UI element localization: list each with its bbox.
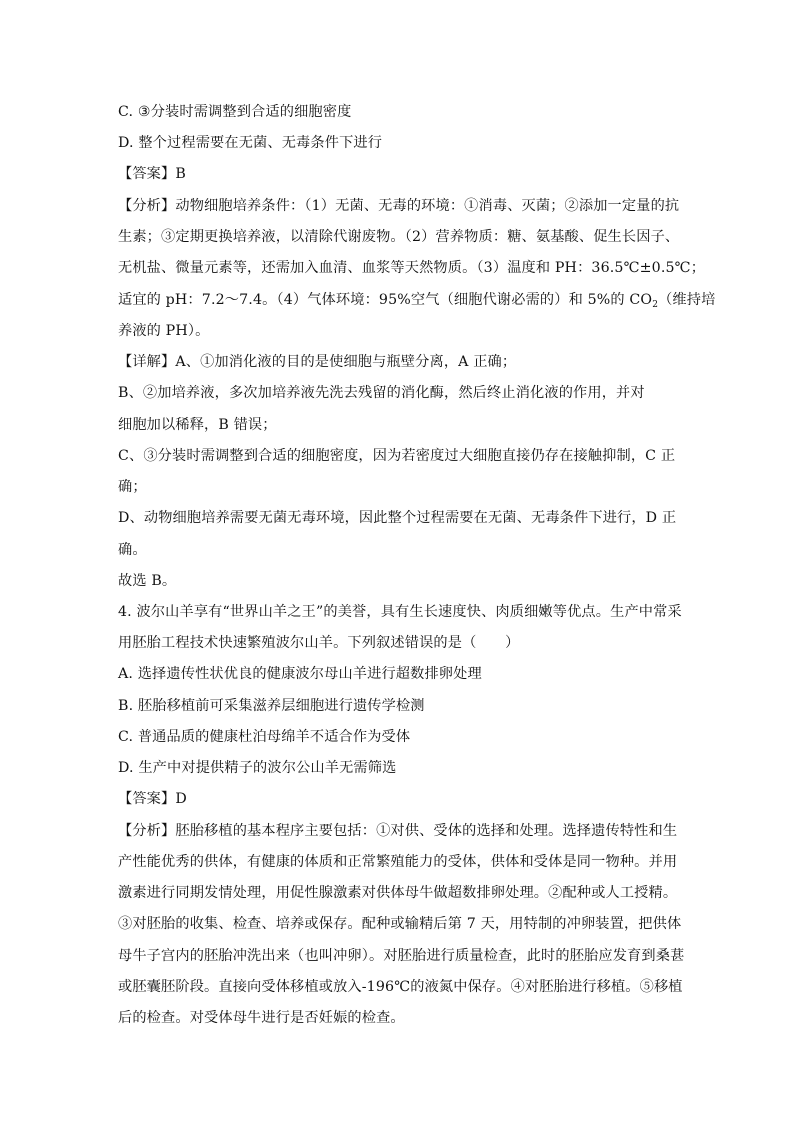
co2-subscript: 2 bbox=[652, 300, 659, 310]
q4-analysis-line: 【分析】胚胎移植的基本程序主要包括：①对供、受体的选择和处理。选择遗传特性和生 bbox=[118, 823, 678, 839]
q4-analysis-line: 产性能优秀的供体，有健康的体质和正常繁殖能力的受体，供体和受体是同一物种。并用 bbox=[118, 854, 678, 870]
q4-option-a: A. 选择遗传性状优良的健康波尔母山羊进行超数排卵处理 bbox=[118, 666, 482, 682]
q4-option-b: B. 胚胎移植前可采集滋养层细胞进行遗传学检测 bbox=[118, 698, 425, 714]
q4-option-c: C. 普通品质的健康杜泊母绵羊不适合作为受体 bbox=[118, 729, 411, 745]
q3-detail-line: C、③分装时需调整到合适的细胞密度，因为若密度过大细胞直接仍存在接触抑制，C 正 bbox=[118, 448, 676, 464]
q3-detail-line: 细胞加以稀释，B 错误； bbox=[118, 417, 277, 433]
q4-stem-line: 用胚胎工程技术快速繁殖波尔山羊。下列叙述错误的是（ ） bbox=[118, 635, 520, 651]
q3-analysis-line: 无机盐、微量元素等，还需加入血清、血浆等天然物质。（3）温度和 PH：36.5℃±0.5℃； bbox=[118, 260, 706, 276]
q3-detail-line: 确。 bbox=[118, 542, 147, 558]
q3-answer: 【答案】B bbox=[118, 166, 186, 182]
q3-option-d: D. 整个过程需要在无菌、无毒条件下进行 bbox=[118, 135, 383, 151]
q3-option-c: C. ③分装时需调整到合适的细胞密度 bbox=[118, 104, 352, 120]
q3-detail-line: 【详解】A、①加消化液的目的是使细胞与瓶壁分离，A 正确； bbox=[118, 354, 517, 370]
q4-analysis-line: ③对胚胎的收集、检查、培养或保存。配种或输精后第 7 天，用特制的冲卵装置，把供体 bbox=[118, 916, 682, 932]
q4-analysis-line: 激素进行同期发情处理，用促性腺激素对供体母牛做超数排卵处理。②配种或人工授精。 bbox=[118, 885, 678, 901]
q4-option-d: D. 生产中对提供精子的波尔公山羊无需筛选 bbox=[118, 760, 397, 776]
q3-detail-line: B、②加培养液，多次加培养液先洗去残留的消化酶，然后终止消化液的作用，并对 bbox=[118, 385, 645, 401]
q3-detail-line: D、动物细胞培养需要无菌无毒环境，因此整个过程需要在无菌、无毒条件下进行，D 正 bbox=[118, 510, 677, 526]
q4-answer: 【答案】D bbox=[118, 791, 187, 807]
q3-analysis-line-co2 bbox=[118, 290, 716, 310]
q3-analysis-text: 适宜的 pH：7.2～7.4。（4）气体环境：95%空气（细胞代谢必需的）和 5%的 CO bbox=[118, 292, 653, 308]
q3-conclusion: 故选 B。 bbox=[118, 573, 177, 589]
q4-analysis-line: 母牛子宫内的胚胎冲洗出来（也叫冲卵）。对胚胎进行质量检查，此时的胚胎应发育到桑葚 bbox=[118, 948, 685, 964]
q3-detail-line: 确； bbox=[118, 479, 147, 495]
q3-analysis-text-after: （维持培 bbox=[658, 292, 716, 308]
q4-stem-line: 4. 波尔山羊享有“世界山羊之王”的美誉，具有生长速度快、肉质细嫩等优点。生产中常采 bbox=[118, 604, 682, 620]
q4-analysis-line: 或胚囊胚阶段。直接向受体移植或放入-196℃的液氮中保存。④对胚胎进行移植。⑤移植 bbox=[118, 979, 683, 995]
q3-analysis-line: 生素；③定期更换培养液，以清除代谢废物。（2）营养物质：糖、氨基酸、促生长因子、 bbox=[118, 229, 680, 245]
q3-analysis-line: 养液的 PH）。 bbox=[118, 323, 210, 339]
q4-analysis-line: 后的检查。对受体母牛进行是否妊娠的检查。 bbox=[118, 1010, 405, 1026]
q3-analysis-line: 【分析】动物细胞培养条件：（1）无菌、无毒的环境：①消毒、灭菌；②添加一定量的抗 bbox=[118, 198, 680, 214]
